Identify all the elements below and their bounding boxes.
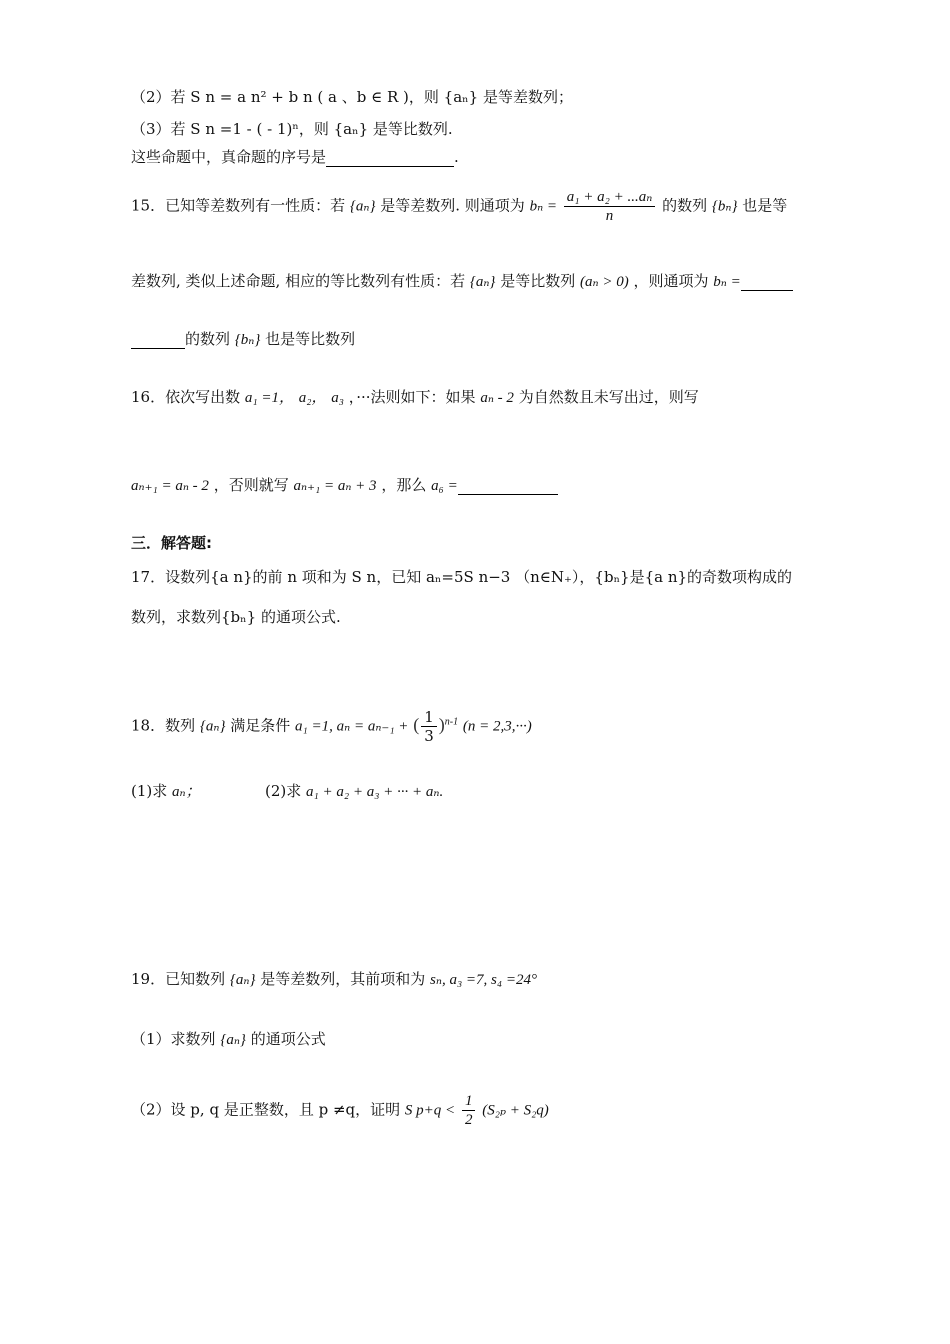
q17-line2: 数列，求数列{bₙ} 的通项公式. bbox=[131, 608, 341, 626]
q18-p2-text: (2)求 bbox=[265, 782, 302, 800]
q18-p1-text: (1)求 bbox=[131, 782, 168, 800]
q19-p2-end: (S₂ₚ + S₂q) bbox=[482, 1102, 549, 1119]
q16-text-c: 为自然数且未写出过，则写 bbox=[518, 388, 699, 406]
q17-line1: 17．设数列{a n}的前 n 项和为 S n，已知 aₙ=5S n−3 （n∈N₊），{bₙ}是{a n}的奇数项构成的 bbox=[131, 568, 793, 586]
q18-p2-math: a₁ + a₂ + a₃ + ··· + aₙ. bbox=[306, 784, 444, 800]
q19-p1-text-a: （1）求数列 bbox=[131, 1030, 216, 1048]
q18-fraction bbox=[421, 708, 437, 745]
q15-line3 bbox=[131, 330, 355, 349]
q18-frac-den: 3 bbox=[424, 727, 434, 745]
q15-seq-a2: {aₙ} bbox=[469, 274, 496, 290]
q18-paren-close: ) bbox=[438, 714, 445, 735]
q18-text-a: 18．数列 bbox=[131, 716, 196, 735]
q18-paren-open: ( bbox=[413, 714, 420, 735]
q15-text-d: 也是等 bbox=[742, 196, 788, 215]
q15-bn2: bₙ = bbox=[713, 274, 741, 290]
q16-a2: a₂， bbox=[298, 390, 327, 406]
q15-text-3a: 的数列 bbox=[185, 330, 231, 348]
q15-text-2c: ，则通项为 bbox=[633, 272, 709, 290]
q15-text-a: 15．已知等差数列有一性质：若 bbox=[131, 196, 346, 215]
q19-text-a: 19．已知数列 bbox=[131, 970, 226, 988]
q14-ask-text: 这些命题中，真命题的序号是 bbox=[131, 148, 327, 166]
q18-cond2: (n = 2,3,···) bbox=[462, 718, 532, 735]
q14-ask bbox=[131, 148, 459, 167]
q19-seq: {aₙ} bbox=[229, 972, 256, 988]
q18-seq: {aₙ} bbox=[199, 718, 226, 735]
q18-frac-num: 1 bbox=[421, 708, 437, 727]
q15-text-2b: 是等比数列 bbox=[500, 272, 576, 290]
q15-text-2a: 差数列, 类似上述命题, 相应的等比数列有性质：若 bbox=[131, 272, 466, 290]
q15-text-b: 是等差数列. 则通项为 bbox=[380, 196, 525, 215]
q18-text-b: 满足条件 bbox=[230, 716, 291, 735]
q18-part1 bbox=[131, 782, 201, 801]
q19-part1 bbox=[131, 1030, 326, 1049]
q16-a1: a₁ =1， bbox=[244, 390, 294, 406]
q14-item2: （2）若 S n = a n² + b n ( a 、b ∈ R )，则 {aₙ} 是等差数列； bbox=[131, 88, 573, 106]
q15-answer-blank-b bbox=[131, 330, 185, 349]
q15-seq-a: {aₙ} bbox=[349, 198, 376, 215]
q15-bn: bₙ = bbox=[529, 198, 558, 215]
q16-text-a: 16．依次写出数 bbox=[131, 388, 241, 406]
q18-part2 bbox=[265, 782, 443, 801]
q15-line1 bbox=[131, 188, 787, 225]
q19-p2-math: S p+q < bbox=[404, 1102, 456, 1119]
q16-answer-blank bbox=[458, 476, 558, 495]
q16-line2 bbox=[131, 476, 558, 495]
q18-exponent: n-1 bbox=[444, 716, 459, 728]
q16-text-2b: ，那么 bbox=[381, 476, 427, 494]
q18-line1 bbox=[131, 708, 532, 745]
q18-p1-math: aₙ； bbox=[172, 784, 201, 800]
q19-cond: sₙ, a₃ =7, s₄ =24° bbox=[430, 972, 537, 988]
q15-fraction bbox=[564, 188, 656, 225]
q15-line2 bbox=[131, 272, 793, 291]
q15-cond: (aₙ > 0) bbox=[580, 274, 629, 290]
q14-end: . bbox=[454, 148, 459, 166]
q16-text-2a: ，否则就写 bbox=[213, 476, 289, 494]
q15-text-c: 的数列 bbox=[662, 196, 708, 215]
q19-p1-text-b: 的通项公式 bbox=[250, 1030, 326, 1048]
q19-frac-den: 2 bbox=[464, 1112, 473, 1128]
q16-text-b: ，···法则如下：如果 bbox=[348, 388, 476, 406]
q19-frac-num: 1 bbox=[462, 1092, 476, 1111]
q16-a3: a₃ bbox=[331, 390, 344, 406]
q19-p2-text: （2）设 p, q 是正整数，且 p ≠q，证明 bbox=[131, 1100, 401, 1119]
q14-answer-blank bbox=[326, 148, 454, 167]
q18-cond1: a₁ =1, aₙ = aₙ₋₁ + bbox=[295, 718, 409, 735]
section-heading: 三．解答题: bbox=[131, 534, 212, 552]
q16-an2: aₙ - 2 bbox=[480, 390, 514, 406]
q19-part2 bbox=[131, 1092, 549, 1129]
q14-item3: （3）若 S n =1 - ( - 1)ⁿ，则 {aₙ} 是等比数列. bbox=[131, 120, 453, 138]
q15-frac-num: a₁ + a₂ + ...aₙ bbox=[564, 188, 656, 207]
q16-rule1: aₙ₊₁ = aₙ - 2 bbox=[131, 478, 209, 494]
q15-seq-b: {bₙ} bbox=[711, 198, 738, 215]
q15-seq-b2: {bₙ} bbox=[234, 332, 261, 348]
q19-p1-seq: {aₙ} bbox=[220, 1032, 246, 1048]
q19-fraction bbox=[462, 1092, 476, 1129]
q15-answer-blank-a bbox=[741, 272, 793, 291]
q16-line1 bbox=[131, 388, 699, 407]
q16-rule2: aₙ₊₁ = aₙ + 3 bbox=[293, 478, 377, 494]
q16-a6: a₆ = bbox=[431, 478, 458, 494]
q15-frac-den: n bbox=[605, 208, 614, 224]
q19-text-b: 是等差数列，其前项和为 bbox=[260, 970, 426, 988]
q19-line1 bbox=[131, 970, 537, 989]
q15-text-3b: 也是等比数列 bbox=[265, 330, 356, 348]
